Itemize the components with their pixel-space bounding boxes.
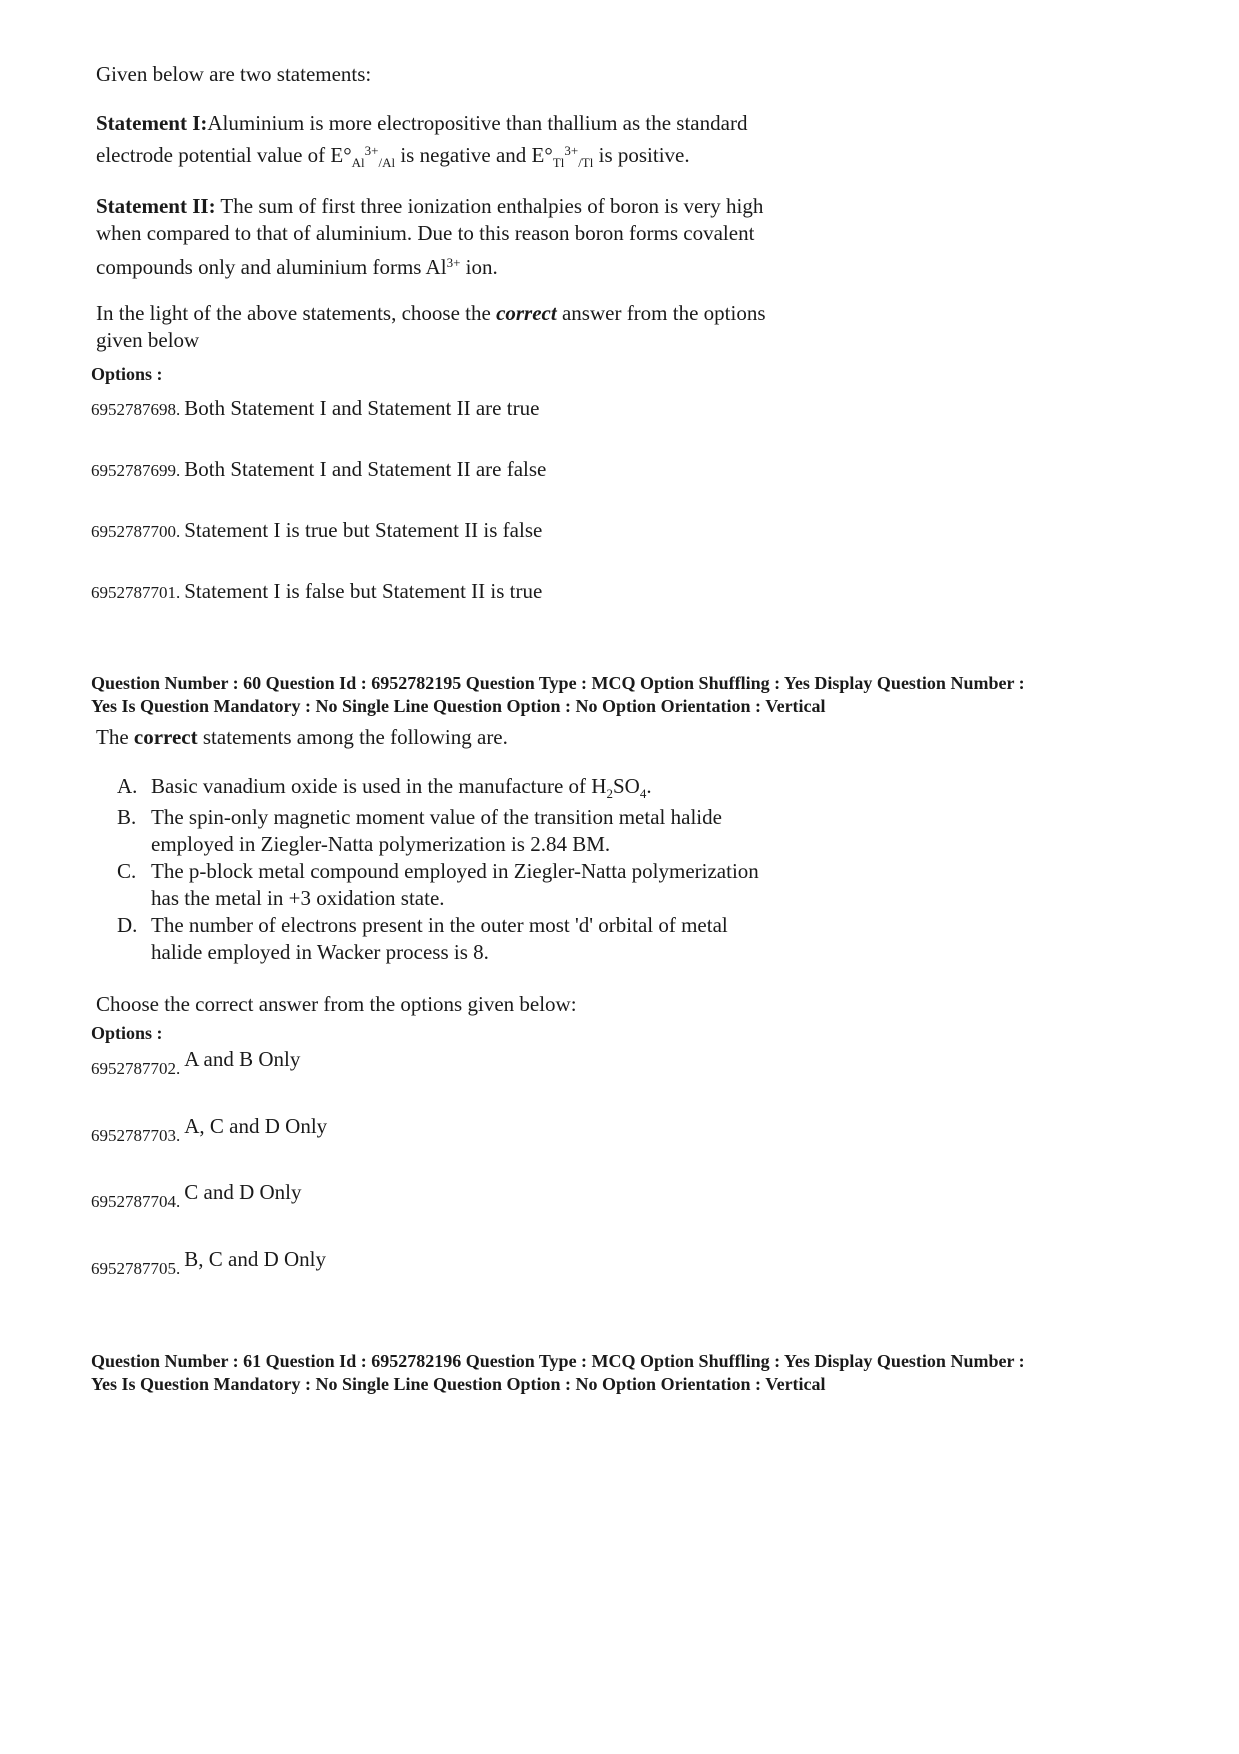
option-id: 6952787701.: [91, 583, 181, 602]
option-text: C and D Only: [184, 1180, 302, 1204]
q61-meta: Question Number : 61 Question Id : 6952782196 Question Type : MCQ Option Shuffling : Yes Display Question Number : Yes Is Question Mandatory : No Single Line Question Option : No Option Orientation : Vertical: [91, 1351, 1025, 1394]
option-id: 6952787705.: [91, 1259, 181, 1278]
option-id: 6952787702.: [91, 1059, 181, 1078]
q59-option-2[interactable]: [91, 457, 546, 482]
q59-intro: Given below are two statements:: [96, 62, 372, 86]
q60-option-2[interactable]: [91, 1114, 328, 1147]
statement-1-label: Statement I:: [96, 111, 208, 135]
q59-prompt: In the light of the above statements, choose the correct answer from the options given below: [96, 301, 766, 352]
q60-option-3[interactable]: [91, 1180, 302, 1213]
q60-choose: Choose the correct answer from the options given below:: [96, 992, 577, 1016]
option-id: 6952787704.: [91, 1192, 181, 1211]
q60-option-4[interactable]: [91, 1247, 326, 1280]
option-id: 6952787703.: [91, 1126, 181, 1145]
statement-1: Statement I:Aluminium is more electropositive than thallium as the standard electrode potential value of $E^\circ_{Al}^{3+}_{/Al}$ is negative and $E^\circ_{Tl}^{3+}_{/Tl}$ is positive.: [96, 111, 748, 170]
q59-option-4[interactable]: [91, 579, 542, 604]
option-text: Statement I is true but Statement II is false: [184, 518, 543, 542]
q60-options-label: Options :: [91, 1023, 163, 1043]
option-text: Both Statement I and Statement II are true: [184, 396, 540, 420]
q60-item-b: B. The spin-only magnetic moment value of the transition metal halide employed in Ziegler-Natta polymerization is 2.84 BM.: [117, 805, 722, 856]
option-text: A and B Only: [184, 1047, 301, 1071]
option-id: 6952787699.: [91, 461, 181, 480]
q60-meta: Question Number : 60 Question Id : 6952782195 Question Type : MCQ Option Shuffling : Yes Display Question Number : Yes Is Question Mandatory : No Single Line Question Option : No Option Orientation : Vertical: [91, 673, 1025, 716]
option-text: A, C and D Only: [184, 1114, 328, 1138]
q60-item-d: D. The number of electrons present in the outer most 'd' orbital of metal halide employed in Wacker process is 8.: [117, 913, 728, 964]
q59-options-label: Options :: [91, 364, 163, 384]
statement-2-label: Statement II:: [96, 194, 216, 218]
q59-option-1[interactable]: [91, 396, 539, 421]
q59-option-3[interactable]: [91, 518, 542, 543]
option-id: 6952787700.: [91, 522, 181, 541]
option-text: Statement I is false but Statement II is true: [184, 579, 543, 603]
q60-stem: The correct statements among the following are.: [96, 725, 508, 749]
statement-2: Statement II: The sum of first three ionization enthalpies of boron is very high when compared to that of aluminium. Due to this reason boron forms covalent compounds only and aluminium forms $Al^{3+}$ ion.: [96, 194, 764, 279]
option-text: Both Statement I and Statement II are false: [184, 457, 547, 481]
option-text: B, C and D Only: [184, 1247, 326, 1271]
q60-item-c: C. The p-block metal compound employed in Ziegler-Natta polymerization has the metal in +3 oxidation state.: [117, 859, 759, 910]
option-id: 6952787698.: [91, 400, 181, 419]
q60-item-a: A. Basic vanadium oxide is used in the manufacture of $H_2SO_4$.: [117, 774, 652, 801]
q60-option-1[interactable]: [91, 1047, 301, 1080]
